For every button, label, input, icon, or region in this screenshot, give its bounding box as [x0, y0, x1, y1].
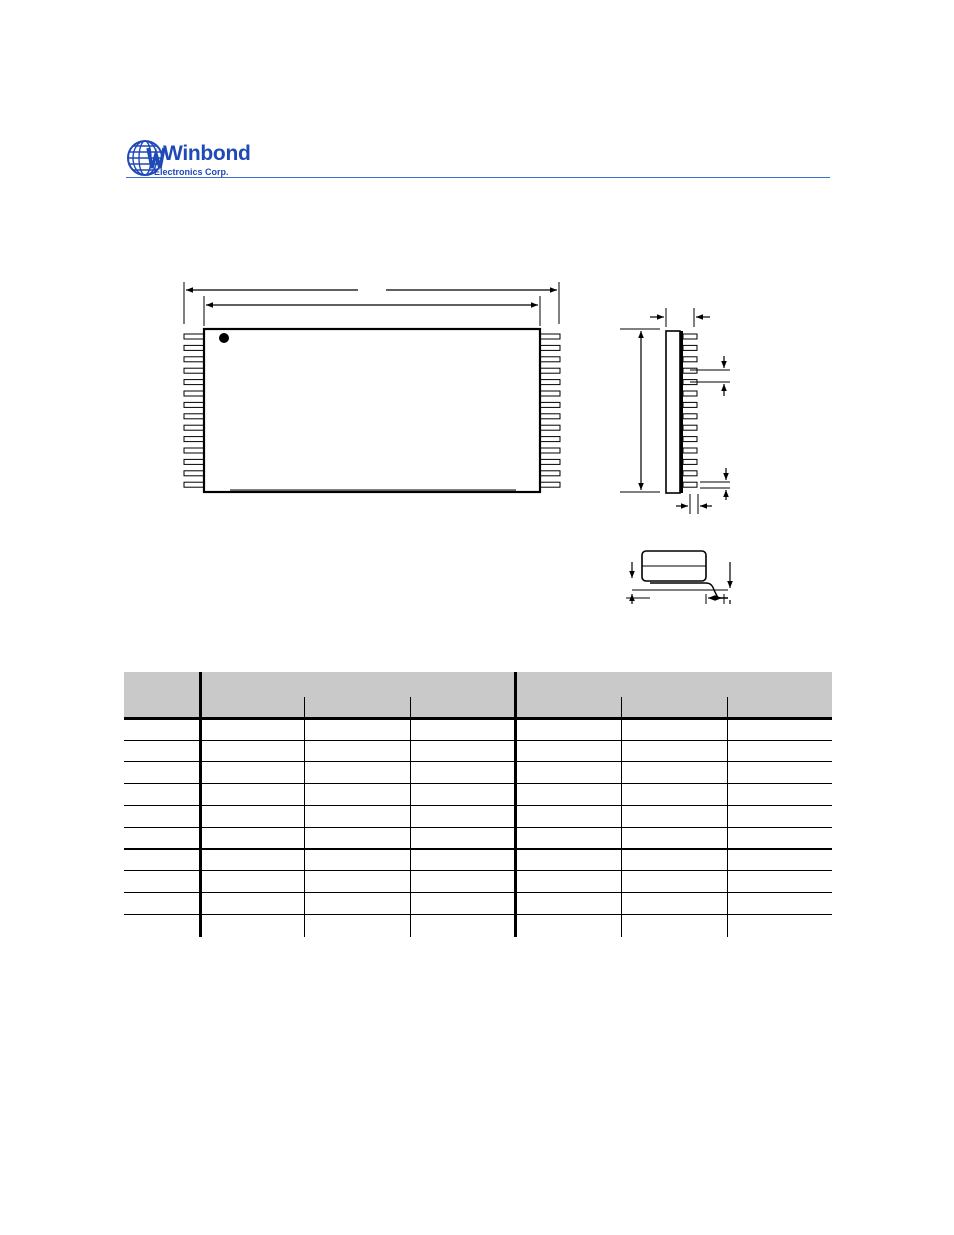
lead [184, 345, 204, 350]
table-row-rule [124, 892, 832, 893]
side-lead [683, 368, 697, 373]
lead [540, 345, 560, 350]
side-lead [683, 471, 697, 476]
table-col-rule [727, 697, 728, 937]
side-lead [683, 425, 697, 430]
lead [184, 334, 204, 339]
lead [184, 402, 204, 407]
side-lead [683, 448, 697, 453]
end-view [626, 551, 730, 604]
lead [540, 459, 560, 464]
table-row-rule [124, 827, 832, 828]
table-col-rule [514, 672, 517, 937]
side-lead [683, 357, 697, 362]
lead [184, 414, 204, 419]
side-lead [683, 345, 697, 350]
lead [184, 391, 204, 396]
side-lead [683, 414, 697, 419]
left-leads [184, 334, 204, 487]
lead [184, 459, 204, 464]
lead [540, 471, 560, 476]
lead [540, 402, 560, 407]
lead [540, 334, 560, 339]
side-lead [683, 437, 697, 442]
table-row-rule [124, 761, 832, 762]
table-col-rule [621, 697, 622, 937]
table-row-rule [124, 870, 832, 871]
lead [184, 471, 204, 476]
logo-subtitle: Electronics Corp. [154, 167, 229, 177]
lead [184, 482, 204, 487]
table-header-group-2 [517, 672, 832, 717]
lead [184, 380, 204, 385]
side-leads [683, 334, 697, 487]
table-row-rule [124, 805, 832, 806]
lead [540, 368, 560, 373]
dimension-table [124, 672, 832, 937]
lead [540, 380, 560, 385]
lead [540, 482, 560, 487]
lead [184, 357, 204, 362]
table-row-rule [124, 783, 832, 784]
table-col-rule [199, 672, 202, 937]
side-lead [683, 482, 697, 487]
table-row-rule [124, 914, 832, 915]
side-lead [683, 459, 697, 464]
lead [184, 425, 204, 430]
table-row-rule [124, 848, 832, 850]
side-lead [683, 402, 697, 407]
lead [540, 425, 560, 430]
table-row-rule [124, 740, 832, 741]
table-header-left [124, 672, 200, 717]
lead [540, 391, 560, 396]
lead [540, 448, 560, 453]
table-row-rule [124, 717, 832, 720]
lead [184, 448, 204, 453]
side-lead [683, 334, 697, 339]
lead [184, 368, 204, 373]
table-col-rule [304, 697, 305, 937]
side-view [620, 308, 730, 514]
logo-wordmark: Winbond [163, 142, 251, 165]
table-header-group-1 [202, 672, 515, 717]
side-lead [683, 391, 697, 396]
lead [540, 414, 560, 419]
lead [540, 357, 560, 362]
lead [540, 437, 560, 442]
lead [184, 437, 204, 442]
top-view [184, 282, 560, 492]
table-col-rule [410, 697, 411, 937]
right-leads [540, 334, 560, 487]
